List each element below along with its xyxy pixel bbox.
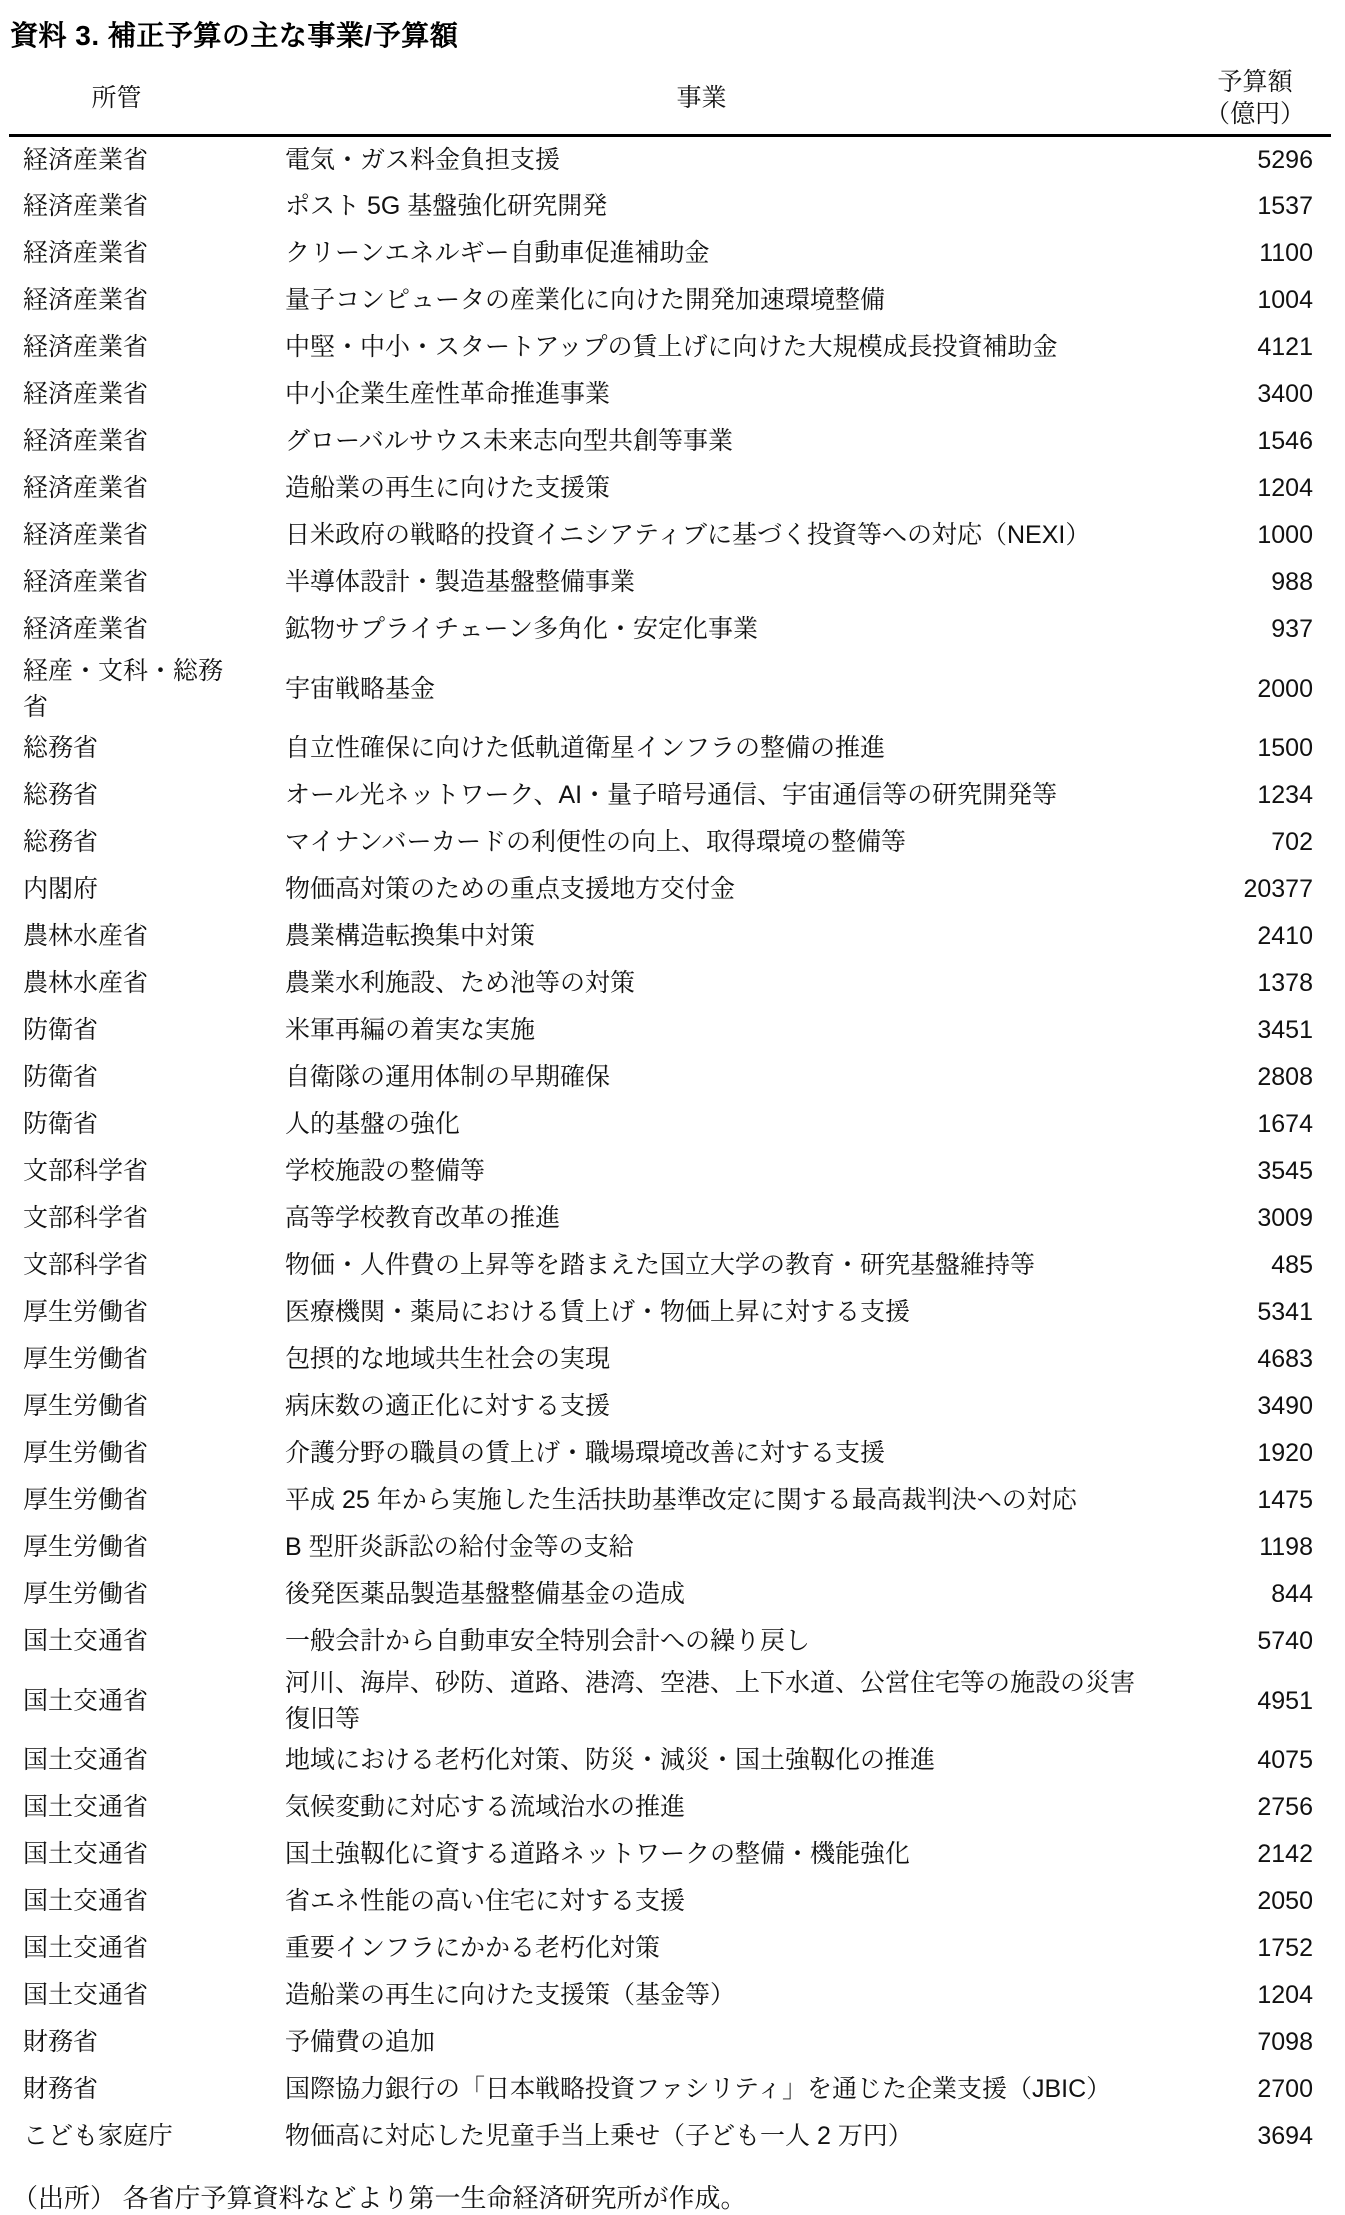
ministry-cell: 国土交通省: [23, 1981, 149, 2009]
table-row: [9, 772, 1331, 819]
amount-cell: 3451: [1257, 1016, 1313, 1044]
table-row: [9, 606, 1331, 653]
project-cell: 重要インフラにかかる老朽化対策: [285, 1934, 661, 1962]
project-cell: 鉱物サプライチェーン多角化・安定化事業: [285, 615, 759, 643]
ministry-cell: 経済産業省: [23, 380, 149, 408]
table-header-row: [9, 62, 1331, 136]
project-cell: 物価高対策のための重点支援地方交付金: [285, 875, 736, 903]
project-cell: クリーンエネルギー自動車促進補助金: [285, 239, 710, 267]
project-cell: 宇宙戦略基金: [285, 674, 436, 703]
amount-cell: 4075: [1257, 1746, 1313, 1774]
project-cell: 国際協力銀行の「日本戦略投資ファシリティ」を通じた企業支援（JBIC）: [285, 2075, 1112, 2103]
ministry-cell: 経済産業省: [23, 474, 149, 502]
ministry-cell: 文部科学省: [23, 1251, 149, 1279]
project-cell: 省エネ性能の高い住宅に対する支援: [285, 1887, 686, 1915]
amount-cell: 1204: [1257, 474, 1313, 502]
ministry-cell: 厚生労働省: [23, 1580, 149, 1608]
amount-cell: 1198: [1259, 1533, 1313, 1561]
ministry-cell: 総務省: [23, 828, 99, 856]
project-cell: 農業構造転換集中対策: [285, 922, 536, 950]
amount-cell: 5740: [1257, 1627, 1313, 1655]
amount-cell: 2808: [1257, 1063, 1313, 1091]
amount-cell: 3545: [1257, 1157, 1313, 1185]
budget-table: [9, 62, 1331, 2160]
table-row: [9, 465, 1331, 512]
table-row: [9, 1784, 1331, 1831]
column-header-ministry: 所管: [9, 62, 224, 136]
table-row: [9, 512, 1331, 559]
ministry-cell: 経産・文科・総務省: [23, 656, 224, 721]
amount-cell: 844: [1271, 1580, 1313, 1608]
table-row: [9, 1336, 1331, 1383]
table-row: [9, 559, 1331, 606]
table-row: [9, 1054, 1331, 1101]
table-row: [9, 1430, 1331, 1477]
ministry-cell: 経済産業省: [23, 615, 149, 643]
project-cell: 自衛隊の運用体制の早期確保: [285, 1063, 611, 1091]
ministry-cell: 防衛省: [23, 1110, 99, 1138]
project-cell: 人的基盤の強化: [285, 1110, 461, 1138]
amount-cell: 4121: [1257, 333, 1313, 361]
project-cell: 米軍再編の着実な実施: [285, 1016, 536, 1044]
project-cell: ポスト 5G 基盤強化研究開発: [285, 192, 608, 220]
table-row: [9, 2113, 1331, 2160]
ministry-cell: 経済産業省: [23, 521, 149, 549]
amount-cell: 1475: [1257, 1486, 1313, 1514]
table-row: [9, 371, 1331, 418]
project-cell: 半導体設計・製造基盤整備事業: [285, 568, 636, 596]
amount-cell: 1000: [1257, 521, 1313, 549]
project-cell: 造船業の再生に向けた支援策（基金等）: [285, 1981, 736, 2009]
project-cell: 日米政府の戦略的投資イニシアティブに基づく投資等への対応（NEXI）: [285, 521, 1091, 549]
ministry-cell: 国土交通省: [23, 1793, 149, 1821]
table-body: [9, 136, 1331, 2160]
table-row: [9, 2066, 1331, 2113]
amount-cell: 937: [1271, 615, 1313, 643]
ministry-cell: 厚生労働省: [23, 1439, 149, 1467]
table-row: [9, 819, 1331, 866]
amount-cell: 2700: [1257, 2075, 1313, 2103]
table-row: [9, 1524, 1331, 1571]
table-row: [9, 960, 1331, 1007]
ministry-cell: 内閣府: [23, 875, 99, 903]
table-row: [9, 1383, 1331, 1430]
project-cell: マイナンバーカードの利便性の向上、取得環境の整備等: [285, 828, 907, 856]
column-header-amount-line1: 予算額: [1217, 68, 1293, 96]
ministry-cell: 厚生労働省: [23, 1298, 149, 1326]
table-row: [9, 183, 1331, 230]
project-cell: 包摂的な地域共生社会の実現: [285, 1345, 611, 1373]
amount-cell: 5296: [1257, 145, 1313, 174]
table-row: [9, 277, 1331, 324]
project-cell: 学校施設の整備等: [285, 1157, 486, 1185]
amount-cell: 1234: [1257, 781, 1313, 809]
ministry-cell: 経済産業省: [23, 333, 149, 361]
ministry-cell: 文部科学省: [23, 1204, 149, 1232]
ministry-cell: 国土交通省: [23, 1934, 149, 1962]
project-cell: 病床数の適正化に対する支援: [285, 1392, 611, 1420]
table-row: [9, 1878, 1331, 1925]
ministry-cell: 国土交通省: [23, 1887, 149, 1915]
amount-cell: 2142: [1257, 1840, 1313, 1868]
project-cell: 農業水利施設、ため池等の対策: [285, 969, 636, 997]
source-note: （出所） 各省庁予算資料などより第一生命経済研究所が作成。: [12, 2183, 747, 2213]
ministry-cell: 農林水産省: [23, 922, 149, 950]
amount-cell: 485: [1271, 1251, 1313, 1279]
project-cell: 後発医薬品製造基盤整備基金の造成: [285, 1580, 686, 1608]
amount-cell: 1537: [1257, 192, 1313, 220]
amount-cell: 1204: [1257, 1981, 1313, 2009]
amount-cell: 1752: [1257, 1934, 1313, 1962]
ministry-cell: 国土交通省: [23, 1686, 149, 1715]
table-row: [9, 1831, 1331, 1878]
amount-cell: 1546: [1257, 427, 1313, 455]
table-row: [9, 136, 1331, 183]
amount-cell: 3490: [1257, 1392, 1313, 1420]
column-header-project: 事業: [224, 62, 1179, 136]
table-row: [9, 1289, 1331, 1336]
table-row: [9, 1477, 1331, 1524]
amount-cell: 1378: [1257, 969, 1313, 997]
project-cell: B 型肝炎訴訟の給付金等の支給: [285, 1533, 634, 1561]
project-cell: 中小企業生産性革命推進事業: [285, 380, 611, 408]
amount-cell: 702: [1271, 828, 1313, 856]
ministry-cell: 経済産業省: [23, 427, 149, 455]
amount-cell: 3694: [1257, 2122, 1313, 2150]
project-cell: 医療機関・薬局における賃上げ・物価上昇に対する支援: [285, 1298, 911, 1326]
ministry-cell: 文部科学省: [23, 1157, 149, 1185]
table-row: [9, 1571, 1331, 1618]
amount-cell: 4683: [1257, 1345, 1313, 1373]
ministry-cell: こども家庭庁: [23, 2122, 174, 2150]
table-row: [9, 1242, 1331, 1289]
project-cell: 電気・ガス料金負担支援: [285, 145, 561, 174]
ministry-cell: 厚生労働省: [23, 1345, 149, 1373]
amount-cell: 988: [1271, 568, 1313, 596]
ministry-cell: 経済産業省: [23, 239, 149, 267]
table-row: [9, 725, 1331, 772]
project-cell: 一般会計から自動車安全特別会計への繰り戻し: [285, 1627, 811, 1655]
ministry-cell: 厚生労働省: [23, 1486, 149, 1514]
project-cell: 平成 25 年から実施した生活扶助基準改定に関する最高裁判決への対応: [285, 1486, 1077, 1514]
ministry-cell: 防衛省: [23, 1063, 99, 1091]
project-cell: 国土強靱化に資する道路ネットワークの整備・機能強化: [285, 1840, 911, 1868]
ministry-cell: 経済産業省: [23, 145, 149, 174]
ministry-cell: 国土交通省: [23, 1840, 149, 1868]
table-row: [9, 913, 1331, 960]
amount-cell: 2000: [1257, 674, 1313, 703]
amount-cell: 2756: [1257, 1793, 1313, 1821]
document-root: [0, 14, 1345, 2213]
table-row: [9, 1737, 1331, 1784]
ministry-cell: 国土交通省: [23, 1746, 149, 1774]
project-cell: 物価高に対応した児童手当上乗せ（子ども一人 2 万円）: [285, 2122, 913, 2150]
ministry-cell: 総務省: [23, 734, 99, 762]
project-cell: グローバルサウス未来志向型共創等事業: [285, 427, 734, 455]
ministry-cell: 総務省: [23, 781, 99, 809]
table-row: [9, 324, 1331, 371]
ministry-cell: 財務省: [23, 2075, 99, 2103]
table-row: [9, 1972, 1331, 2019]
table-row: [9, 1148, 1331, 1195]
project-cell: 高等学校教育改革の推進: [285, 1204, 561, 1232]
amount-cell: 3009: [1257, 1204, 1313, 1232]
ministry-cell: 厚生労働省: [23, 1392, 149, 1420]
amount-cell: 20377: [1243, 875, 1313, 903]
amount-cell: 2410: [1257, 922, 1313, 950]
amount-cell: 4951: [1257, 1686, 1313, 1715]
project-cell: オール光ネットワーク、AI・量子暗号通信、宇宙通信等の研究開発等: [285, 781, 1058, 809]
project-cell: 造船業の再生に向けた支援策: [285, 474, 611, 502]
table-row: [9, 1007, 1331, 1054]
project-cell: 自立性確保に向けた低軌道衛星インフラの整備の推進: [285, 734, 886, 762]
ministry-cell: 財務省: [23, 2028, 99, 2056]
table-row: [9, 230, 1331, 277]
ministry-cell: 農林水産省: [23, 969, 149, 997]
ministry-cell: 国土交通省: [23, 1627, 149, 1655]
table-row: [9, 866, 1331, 913]
page-title: 資料 3. 補正予算の主な事業/予算額: [10, 20, 459, 51]
table-row: [9, 1195, 1331, 1242]
project-cell: 予備費の追加: [285, 2028, 436, 2056]
ministry-cell: 経済産業省: [23, 192, 149, 220]
project-cell: 量子コンピュータの産業化に向けた開発加速環境整備: [285, 286, 886, 314]
amount-cell: 7098: [1257, 2028, 1313, 2056]
table-row: [9, 418, 1331, 465]
amount-cell: 2050: [1257, 1887, 1313, 1915]
table-row: [9, 1665, 1331, 1737]
ministry-cell: 厚生労働省: [23, 1533, 149, 1561]
project-cell: 気候変動に対応する流域治水の推進: [285, 1793, 686, 1821]
column-header-amount: [1179, 62, 1331, 136]
column-header-amount-line2: （億円）: [1204, 100, 1305, 128]
ministry-cell: 防衛省: [23, 1016, 99, 1044]
table-row: [9, 1101, 1331, 1148]
table-row: [9, 2019, 1331, 2066]
amount-cell: 3400: [1257, 380, 1313, 408]
project-cell: 物価・人件費の上昇等を踏まえた国立大学の教育・研究基盤維持等: [285, 1251, 1036, 1279]
ministry-cell: 経済産業省: [23, 286, 149, 314]
amount-cell: 1100: [1259, 239, 1313, 267]
table-row: [9, 1925, 1331, 1972]
amount-cell: 1500: [1257, 734, 1313, 762]
amount-cell: 5341: [1257, 1298, 1313, 1326]
table-row: [9, 1618, 1331, 1665]
amount-cell: 1004: [1257, 286, 1313, 314]
project-cell: 介護分野の職員の賃上げ・職場環境改善に対する支援: [285, 1439, 886, 1467]
project-cell: 河川、海岸、砂防、道路、港湾、空港、上下水道、公営住宅等の施設の災害復旧等: [285, 1668, 1136, 1733]
amount-cell: 1920: [1257, 1439, 1313, 1467]
project-cell: 中堅・中小・スタートアップの賃上げに向けた大規模成長投資補助金: [285, 333, 1058, 361]
ministry-cell: 経済産業省: [23, 568, 149, 596]
table-header: [9, 62, 1331, 136]
project-cell: 地域における老朽化対策、防災・減災・国土強靱化の推進: [285, 1746, 936, 1774]
amount-cell: 1674: [1257, 1110, 1313, 1138]
table-row: [9, 653, 1331, 725]
